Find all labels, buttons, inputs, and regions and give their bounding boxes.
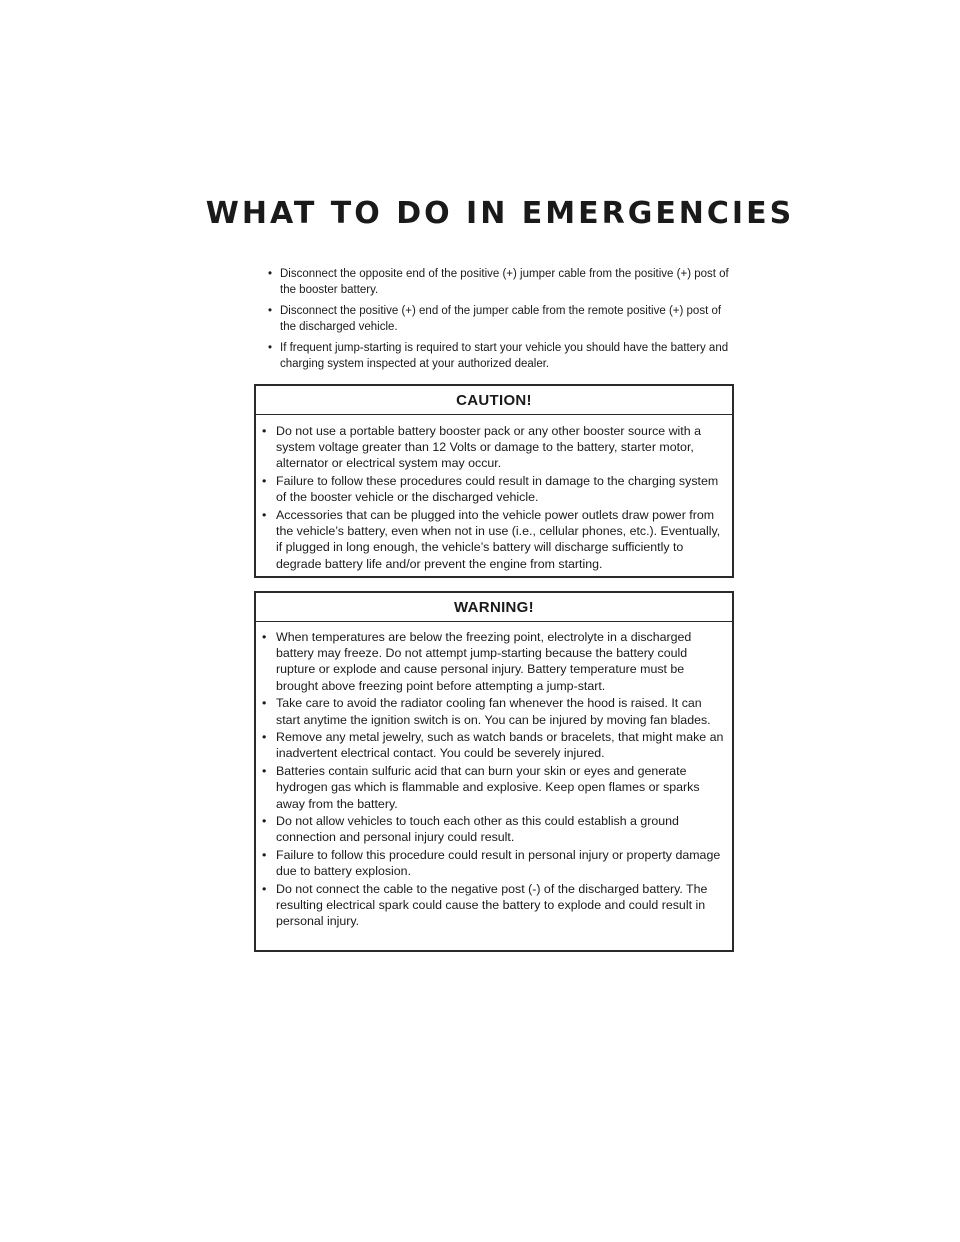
bullet-icon: • xyxy=(268,305,273,317)
list-item-text: Do not use a portable battery booster pack or any other booster source with a system voltage greater than 12 Volts or damage to the battery, starter motor, alternator or electrical system may occur. xyxy=(276,424,701,471)
caution-box xyxy=(254,384,734,578)
caution-title: CAUTION! xyxy=(256,386,732,415)
list-item xyxy=(262,847,726,879)
list-item-text: Batteries contain sulfuric acid that can burn your skin or eyes and generate hydrogen gas which is flammable and explosive. Keep open flames or sparks away from the battery. xyxy=(276,764,700,811)
intro-list xyxy=(268,266,738,377)
list-item-text: Take care to avoid the radiator cooling fan whenever the hood is raised. It can start anytime the ignition switch is on. You can be injured by moving fan blades. xyxy=(276,696,711,727)
list-item xyxy=(262,629,726,694)
list-item-text: If frequent jump-starting is required to start your vehicle you should have the battery and charging system inspected at your authorized dealer. xyxy=(280,342,729,370)
page-title: WHAT TO DO IN EMERGENCIES xyxy=(205,196,795,231)
list-item xyxy=(262,813,726,845)
list-item xyxy=(262,507,726,572)
bullet-icon: • xyxy=(262,814,267,829)
warning-list xyxy=(262,629,726,931)
list-item-text: Failure to follow these procedures could result in damage to the charging system of the booster vehicle or the discharged vehicle. xyxy=(276,474,719,505)
list-item xyxy=(262,695,726,727)
list-item xyxy=(262,881,726,930)
bullet-icon: • xyxy=(262,424,267,438)
caution-list xyxy=(262,423,726,573)
bullet-icon: • xyxy=(262,696,267,711)
list-item xyxy=(262,423,726,472)
bullet-icon: • xyxy=(268,342,273,354)
list-item xyxy=(268,303,738,335)
warning-box xyxy=(254,591,734,952)
warning-title: WARNING! xyxy=(256,593,732,622)
list-item-text: Disconnect the opposite end of the positive (+) jumper cable from the positive (+) post of the booster battery. xyxy=(280,268,729,296)
list-item-text: Disconnect the positive (+) end of the jumper cable from the remote positive (+) post of the discharged vehicle. xyxy=(280,305,722,333)
list-item xyxy=(262,473,726,505)
list-item-text: Remove any metal jewelry, such as watch bands or bracelets, that might make an inadvertent electrical contact. You could be severely injured. xyxy=(276,730,724,761)
list-item xyxy=(268,340,738,372)
list-item-text: Accessories that can be plugged into the vehicle power outlets draw power from the vehicle’s battery, even when not in use (i.e., cellular phones, etc.). Eventually, if plugged in long enough, the vehicle’s battery will discharge sufficiently to degrade battery life and/or prevent the engine from starting. xyxy=(276,508,721,571)
bullet-icon: • xyxy=(262,474,267,489)
bullet-icon: • xyxy=(262,764,267,779)
bullet-icon: • xyxy=(262,848,267,863)
bullet-icon: • xyxy=(268,268,273,280)
list-item-text: Do not allow vehicles to touch each other as this could establish a ground connection and personal injury could result. xyxy=(276,814,679,845)
list-item xyxy=(262,729,726,761)
list-item-text: When temperatures are below the freezing point, electrolyte in a discharged battery may freeze. Do not attempt jump-starting because the battery could rupture or explode and cause personal injury. Battery temperature must be brought above freezing point before attempting a jump-start. xyxy=(276,630,692,693)
list-item-text: Do not connect the cable to the negative post (-) of the discharged battery. The resulting electrical spark could cause the battery to explode and could result in personal injury. xyxy=(276,882,708,929)
list-item-text: Failure to follow this procedure could result in personal injury or property damage due to battery explosion. xyxy=(276,848,721,879)
bullet-icon: • xyxy=(262,882,267,897)
list-item xyxy=(268,266,738,298)
bullet-icon: • xyxy=(262,730,267,745)
bullet-icon: • xyxy=(262,508,267,523)
list-item xyxy=(262,763,726,812)
bullet-icon: • xyxy=(262,630,267,644)
